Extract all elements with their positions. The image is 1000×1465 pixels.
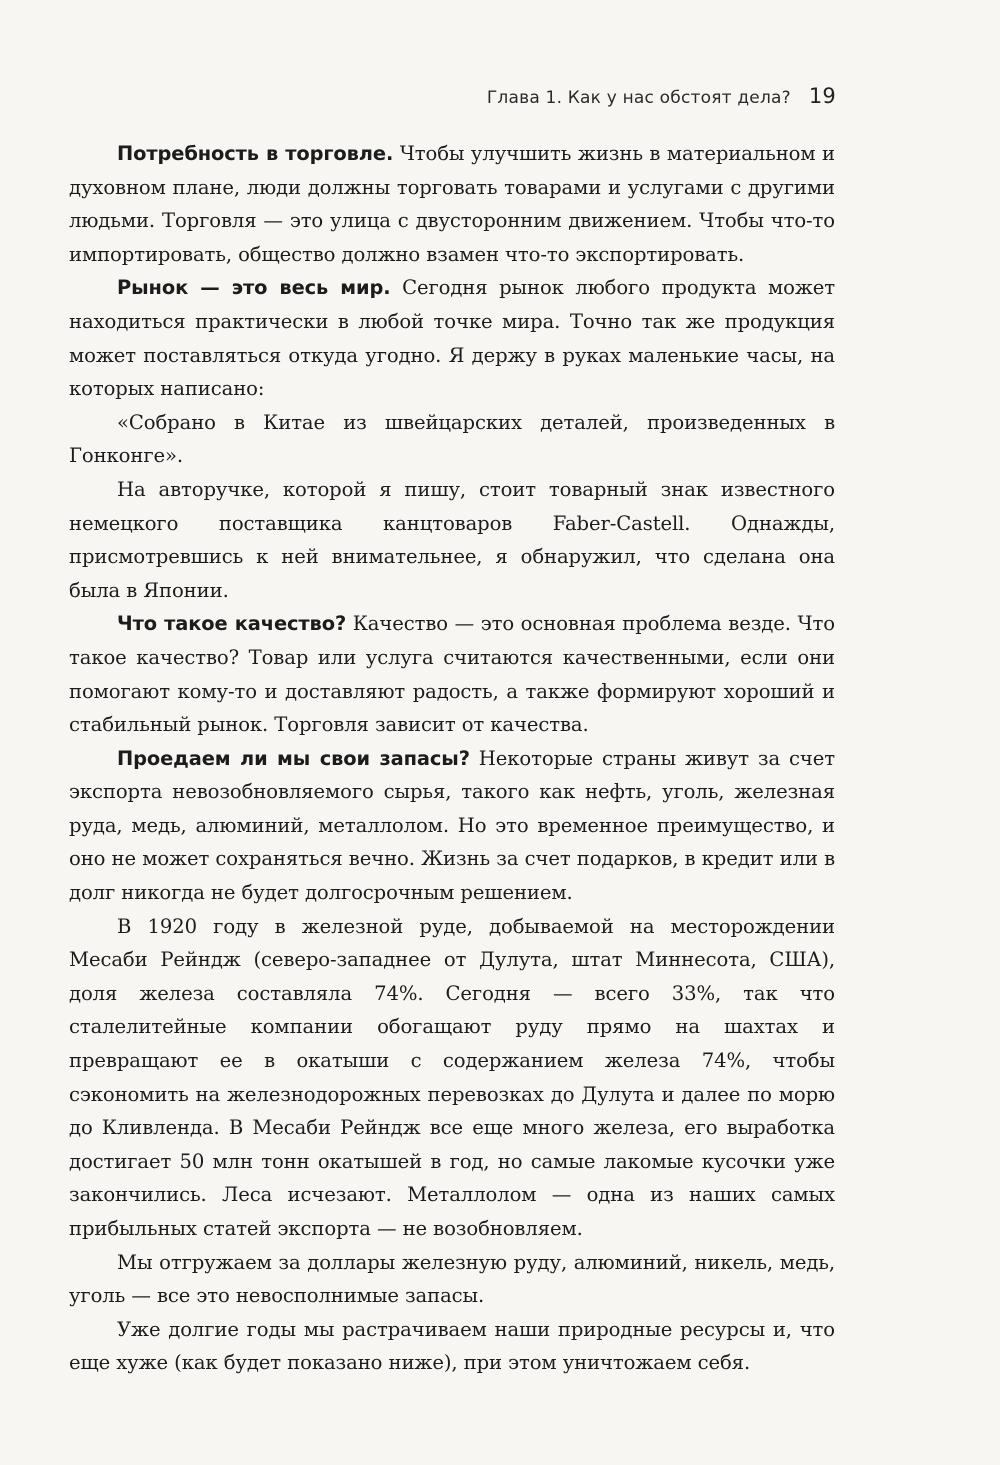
- paragraph: [69, 910, 835, 1246]
- paragraph-text: Чтобы улучшить жизнь в материальном и духовном плане, люди должны торговать товарами и услугами с другими людьми. Торговля — это улица с двусторонним движением. Чтобы что-то импортировать, общество должно взамен что-то экспортировать.: [69, 142, 835, 266]
- paragraph-text: Сегодня рынок любого продукта может находиться практически в любой точке мира. Точно так же продукция может поставляться откуда угодно. Я держу в руках маленькие часы, на которых написано:: [69, 276, 835, 401]
- paragraph-text: Уже долгие годы мы растрачиваем наши природные ресурсы и, что еще хуже (как будет показано ниже), при этом уничтожаем себя.: [69, 1317, 835, 1375]
- paragraph-text: Некоторые страны живут за счет экспорта невозобновляемого сырья, такого как нефть, уголь, железная руда, медь, алюминий, металлолом. Но это временное преимущество, и оно не может сохраняться вечно. Жизнь за счет подарков, в кредит или в долг никогда не будет долгосрочным решением.: [69, 746, 835, 905]
- paragraph: [69, 473, 835, 607]
- running-header: [487, 84, 836, 108]
- paragraph: [69, 1246, 835, 1313]
- paragraph-lead: Что такое качество?: [117, 612, 347, 636]
- body-text: [69, 137, 835, 1380]
- paragraph: [69, 1313, 835, 1380]
- chapter-title: Глава 1. Как у нас обстоят дела?: [486, 88, 791, 108]
- paragraph: [69, 406, 835, 473]
- paragraph: [69, 742, 835, 910]
- paragraph-text: На авторучке, которой я пишу, стоит товарный знак известного немецкого поставщика канцтоваров Faber-Castell. Однажды, присмотревшись к ней внимательнее, я обнаружил, что сделана она была в Японии.: [69, 477, 835, 602]
- paragraph-lead: Рынок — это весь мир.: [117, 276, 391, 300]
- paragraph: [69, 607, 835, 741]
- paragraph: [69, 271, 835, 405]
- quote-text: «Собрано в Китае из швейцарских деталей, произведенных в Гонконге».: [69, 410, 835, 468]
- paragraph-lead: Проедаем ли мы свои запасы?: [117, 746, 470, 770]
- paragraph-lead: Потребность в торговле.: [117, 142, 394, 165]
- paragraph-text: В 1920 году в железной руде, добываемой на месторождении Месаби Рейндж (северо-западнее от Дулута, штат Миннесота, США), доля железа составляла 74%. Сегодня — всего 33%, так что сталелитейные компании обогащают руду прямо на шахтах и превращают ее в окатыши с содержанием железа 74%, чтобы сэкономить на железнодорожных перевозках до Дулута и далее по морю до Кливленда. В Месаби Рейндж все еще много железа, его выработка достигает 50 млн тонн окатышей в год, но самые лакомые кусочки уже закончились. Леса исчезают. Металлолом — одна из наших самых прибыльных статей экспорта — не возобновляем.: [69, 914, 835, 1240]
- paragraph-text: Мы отгружаем за доллары железную руду, алюминий, никель, медь, уголь — все это невосполнимые запасы.: [69, 1250, 835, 1308]
- paragraph: [69, 137, 835, 271]
- paragraph-text: Качество — это основная проблема везде. Что такое качество? Товар или услуга считаются качественными, если они помогают кому-то и доставляют радость, а также формируют хороший и стабильный рынок. Торговля зависит от качества.: [69, 612, 835, 737]
- page-number: 19: [808, 84, 836, 108]
